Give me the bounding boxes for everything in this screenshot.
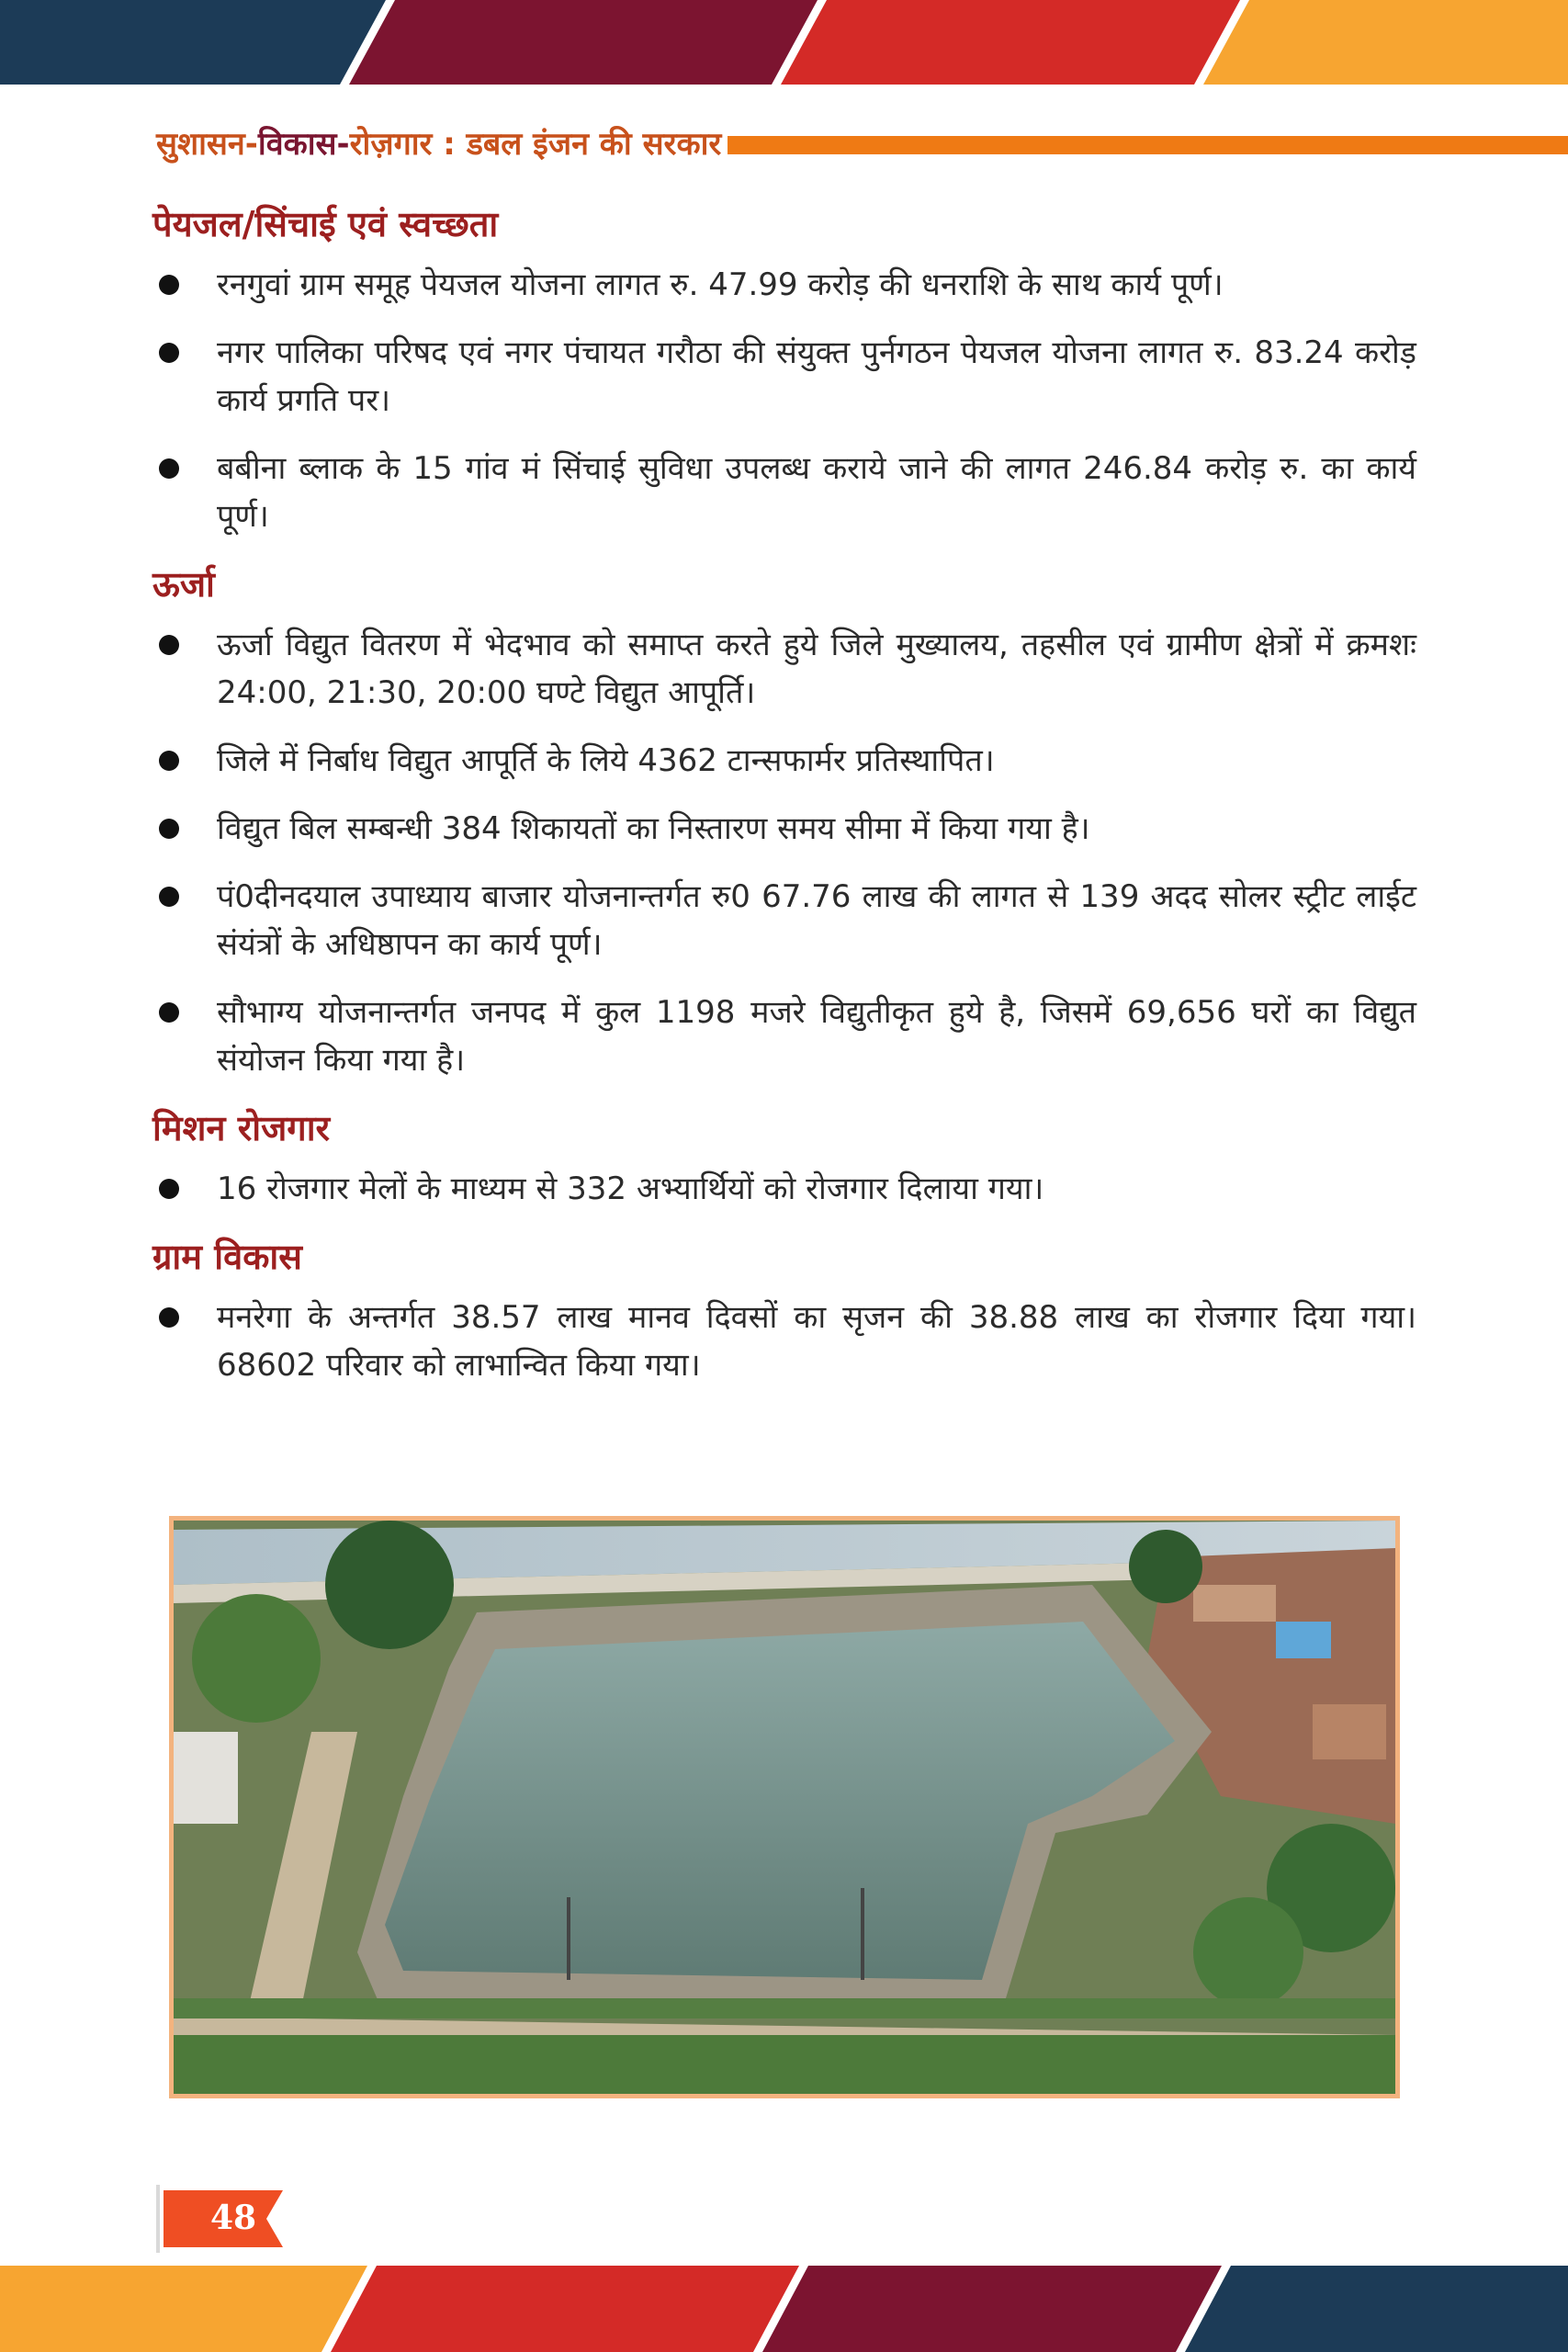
bullet-icon: [159, 275, 179, 295]
bullet-icon: [159, 635, 179, 655]
running-header: [156, 121, 1415, 167]
list-item: [152, 805, 1416, 853]
section-heading: ऊर्जा: [152, 563, 215, 605]
list-item: [152, 1294, 1416, 1389]
main-content: [152, 200, 1416, 1409]
section-heading: पेयजल/सिंचाई एवं स्वच्छता: [152, 203, 499, 244]
band-navy: [0, 0, 386, 85]
section-heading: ग्राम विकास: [152, 1236, 302, 1277]
bullet-icon: [159, 819, 179, 839]
list-item-text: मनरेगा के अन्तर्गत 38.57 लाख मानव दिवसों का सृजन की 38.88 लाख का रोजगार दिया गया। 68602 परिवार को लाभान्वित किया गया।: [217, 1299, 1416, 1384]
list-item-text: पं0दीनदयाल उपाध्याय बाजार योजनान्तर्गत रु0 67.76 लाख की लागत से 139 अदद सोलर स्ट्रीट लाईट संयंत्रों के अधिष्ठापन का कार्य पूर्ण।: [217, 878, 1416, 963]
header-title-part2: विकास-: [257, 126, 350, 163]
pond-illustration: [174, 1521, 1395, 2094]
top-decorative-band: [0, 0, 1568, 85]
list-item: [152, 989, 1416, 1084]
list-item-text: विद्युत बिल सम्बन्धी 384 शिकायतों का निस्तारण समय सीमा में किया गया है।: [217, 810, 1090, 847]
list-item-text: जिले में निर्बाध विद्युत आपूर्ति के लिये 4362 टान्सफार्मर प्रतिस्थापित।: [217, 742, 995, 779]
section-water: [152, 200, 1416, 540]
section-energy: [152, 560, 1416, 1084]
header-title: [156, 121, 721, 167]
bullet-list: [152, 1165, 1416, 1213]
band-orange: [0, 2266, 367, 2352]
list-item: [152, 445, 1416, 540]
bullet-icon: [159, 1002, 179, 1023]
bottom-decorative-band: [0, 2266, 1568, 2352]
bullet-icon: [159, 1307, 179, 1328]
bullet-icon: [159, 458, 179, 479]
section-heading: मिशन रोजगार: [152, 1107, 331, 1148]
list-item-text: बबीना ब्लाक के 15 गांव मं सिंचाई सुविधा उपलब्ध कराये जाने की लागत 246.84 करोड़ रु. का कार्य पूर्ण।: [217, 450, 1416, 535]
bullet-list: [152, 621, 1416, 1084]
band-red: [331, 2266, 799, 2352]
bullet-icon: [159, 751, 179, 771]
bullet-list: [152, 261, 1416, 540]
list-item: [152, 261, 1416, 309]
pond-aerial-photo: [169, 1516, 1400, 2098]
page-number: 48: [209, 2199, 257, 2237]
header-title-part3: रोज़गार : डबल इंजन की सरकार: [349, 126, 722, 163]
bullet-icon: [159, 1179, 179, 1199]
bullet-list: [152, 1294, 1416, 1389]
band-navy: [1185, 2266, 1568, 2352]
list-item-text: नगर पालिका परिषद एवं नगर पंचायत गरौठा की संयुक्त पुर्नगठन पेयजल योजना लागत रु. 83.24 करोड़ कार्य प्रगति पर।: [217, 334, 1416, 419]
band-maroon: [762, 2266, 1222, 2352]
bullet-icon: [159, 887, 179, 907]
list-item: [152, 329, 1416, 424]
list-item-text: ऊर्जा विद्युत वितरण में भेदभाव को समाप्त करते हुये जिले मुख्यालय, तहसील एवं ग्रामीण क्षेत्रों में क्रमशः 24:00, 21:30, 20:00 घण्टे विद्युत आपूर्ति।: [217, 627, 1416, 711]
list-item-text: 16 रोजगार मेलों के माध्यम से 332 अभ्यार्थियों को रोजगार दिलाया गया।: [217, 1170, 1044, 1207]
list-item-text: सौभाग्य योजनान्तर्गत जनपद में कुल 1198 मजरे विद्युतीकृत हुये है, जिसमें 69,656 घरों का विद्युत संयोजन किया गया है।: [217, 994, 1416, 1079]
band-maroon: [349, 0, 818, 85]
list-item: [152, 621, 1416, 717]
list-item: [152, 737, 1416, 785]
header-title-part1: सुशासन-: [156, 126, 258, 163]
bullet-icon: [159, 343, 179, 363]
header-rule: [728, 136, 1568, 154]
list-item-text: रनगुवां ग्राम समूह पेयजल योजना लागत रु. 47.99 करोड़ की धनराशि के साथ कार्य पूर्ण।: [217, 266, 1224, 303]
list-item: [152, 1165, 1416, 1213]
list-item: [152, 873, 1416, 968]
section-rural-development: [152, 1233, 1416, 1389]
band-orange: [1203, 0, 1568, 85]
band-red: [781, 0, 1240, 85]
section-employment: [152, 1104, 1416, 1213]
